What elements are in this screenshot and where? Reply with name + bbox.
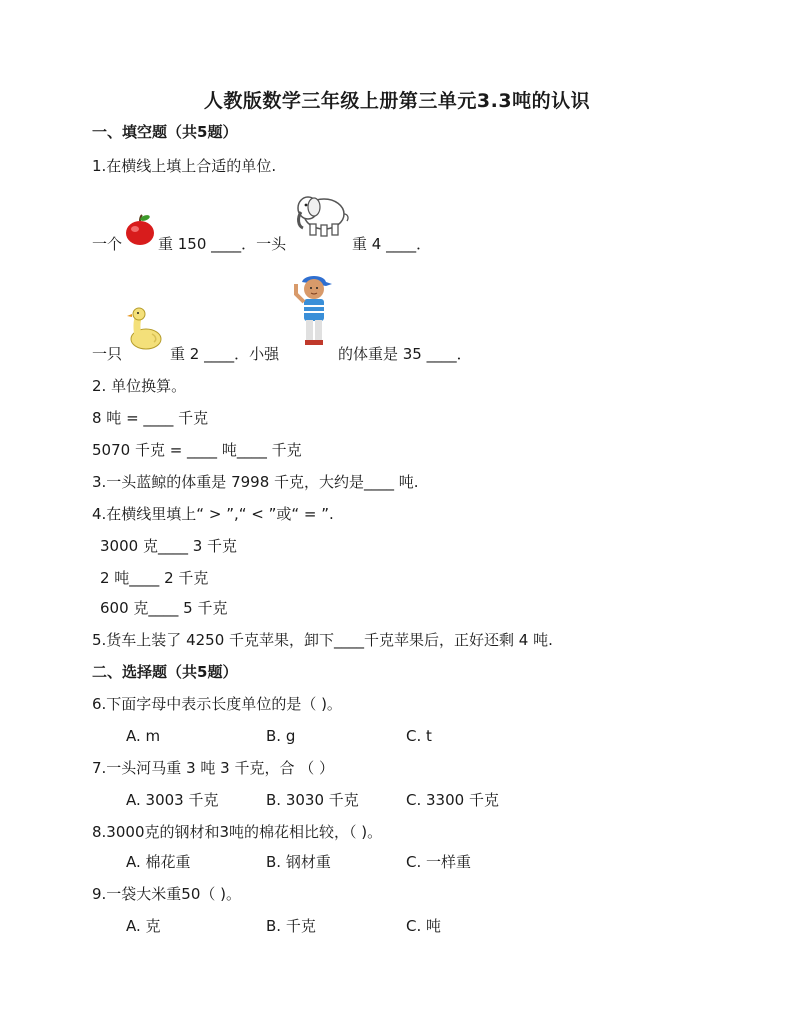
q8-option-a: A. 棉花重: [126, 853, 191, 871]
q6-option-c: C. t: [406, 727, 432, 745]
question-4-stem: 4.在横线里填上“ > ”,“ < ”或“ = ”.: [92, 505, 334, 523]
q9-option-c: C. 吨: [406, 917, 442, 935]
q4-compare-1: 3000 克____ 3 千克: [100, 537, 238, 555]
q4-compare-2: 2 吨____ 2 千克: [100, 569, 209, 587]
q7-option-a: A. 3003 千克: [126, 791, 219, 809]
question-7-stem: 7.一头河马重 3 吨 3 千克，合 （ ）: [92, 759, 335, 777]
section-heading-fill-blank: 一、填空题（共5题）: [92, 123, 238, 141]
question-5-stem: 5.货车上装了 4250 千克苹果，卸下____千克苹果后，正好还剩 4 吨.: [92, 631, 553, 649]
question-2-stem: 2. 单位换算。: [92, 377, 187, 395]
q1-row1-middle: 重 150 ____．一头: [158, 235, 287, 253]
q1-row1-suffix: 重 4 ____．: [352, 235, 432, 253]
section-heading-multiple-choice: 二、选择题（共5题）: [92, 663, 238, 681]
question-3-stem: 3.一头蓝鲸的体重是 7998 千克，大约是____ 吨.: [92, 473, 419, 491]
q2-conversion-2: 5070 千克 = ____ 吨____ 千克: [92, 441, 302, 459]
duck-icon: [124, 306, 164, 352]
q1-row2-suffix: 的体重是 35 ____．: [338, 345, 472, 363]
q9-option-b: B. 千克: [266, 917, 316, 935]
q1-row2-middle: 重 2 ____．小强: [170, 345, 280, 363]
page-title: 人教版数学三年级上册第三单元3.3吨的认识: [203, 90, 591, 112]
question-1-stem: 1.在横线上填上合适的单位.: [92, 157, 277, 175]
question-6-stem: 6.下面字母中表示长度单位的是（ )。: [92, 695, 342, 713]
q1-row1-prefix: 一个: [92, 235, 123, 253]
q7-option-c: C. 3300 千克: [406, 791, 499, 809]
q7-option-b: B. 3030 千克: [266, 791, 359, 809]
q9-option-a: A. 克: [126, 917, 161, 935]
q6-option-b: B. g: [266, 727, 296, 745]
boy-icon: [290, 272, 336, 352]
elephant-icon: [294, 190, 352, 240]
q4-compare-3: 600 克____ 5 千克: [100, 599, 228, 617]
q6-option-a: A. m: [126, 727, 161, 745]
q1-row2-prefix: 一只: [92, 345, 123, 363]
question-9-stem: 9.一袋大米重50（ )。: [92, 885, 242, 903]
question-8-stem: 8.3000克的钢材和3吨的棉花相比较，（ )。: [92, 823, 383, 841]
q8-option-b: B. 钢材重: [266, 853, 331, 871]
apple-icon: [124, 212, 156, 246]
q8-option-c: C. 一样重: [406, 853, 472, 871]
q2-conversion-1: 8 吨 = ____ 千克: [92, 409, 209, 427]
